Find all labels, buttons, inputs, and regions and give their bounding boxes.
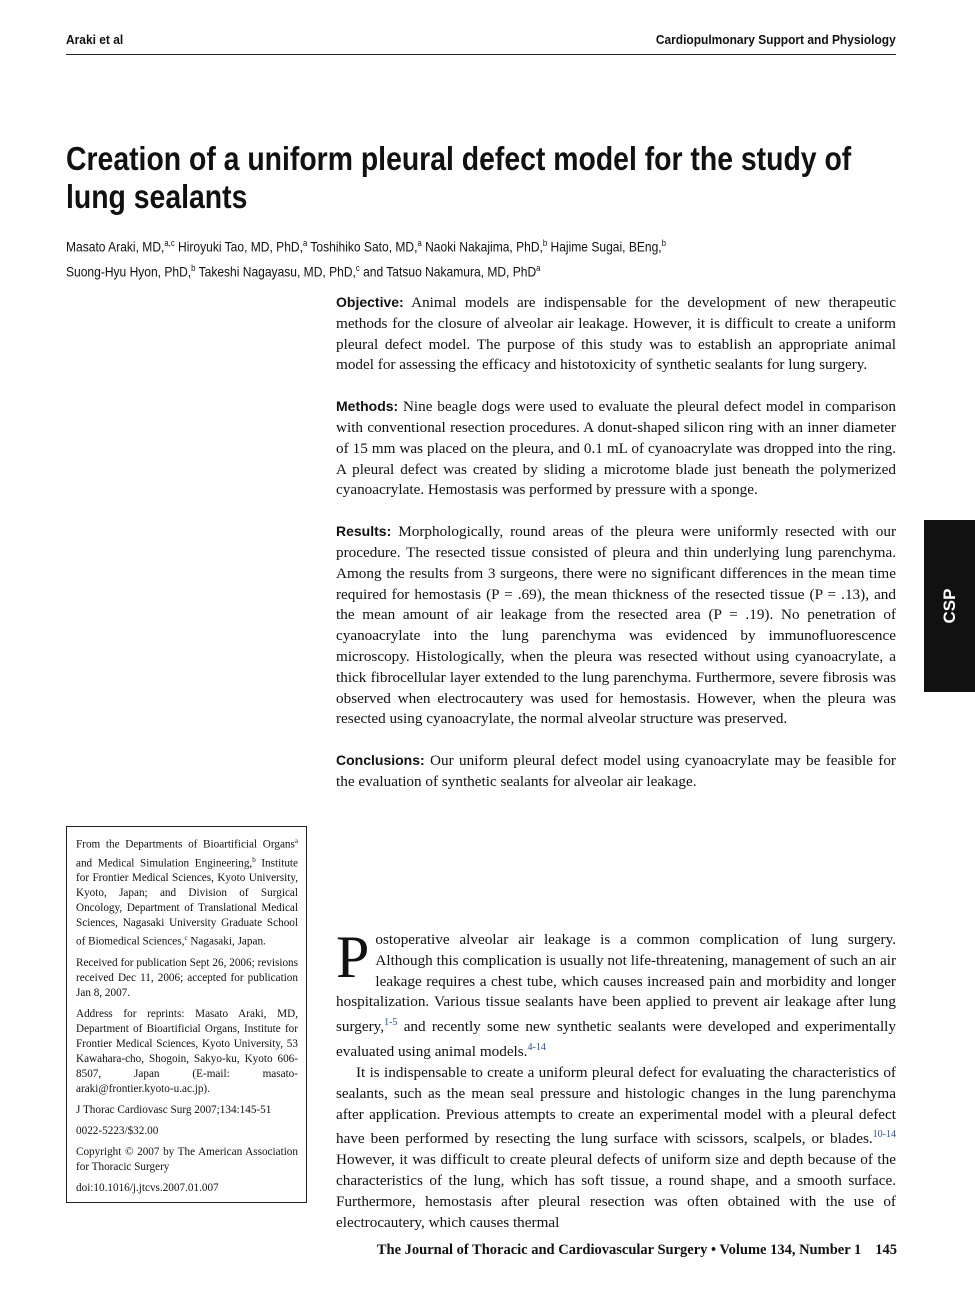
affiliation-mark: a	[294, 837, 298, 845]
citation-link[interactable]: 4-14	[527, 1042, 546, 1054]
author: Masato Araki, MD,	[66, 238, 165, 255]
body-text: However, it was difficult to create pleural defects of uniform size and depth because of the characteristics of the lung, which has soft tissue, a round shape, and a smooth surface. Furthermore, hemostasis after pleural resection was often obtained with the use of electrocautery, which causes thermal	[336, 1151, 896, 1231]
body-text: and recently some new synthetic sealants were developed and experimentally evaluated using animal models.	[336, 1018, 896, 1061]
header-section: Cardiopulmonary Support and Physiology	[656, 32, 896, 47]
abstract-methods	[336, 396, 896, 501]
affiliation-mark: a,c	[164, 238, 175, 248]
author-list	[66, 233, 892, 282]
article-body	[336, 924, 896, 1233]
affiliation-mark: c	[355, 262, 360, 273]
page-footer	[377, 1242, 897, 1259]
reprint-address: Address for reprints: Masato Araki, MD, Department of Bioartificial Organs, Institute for Frontier Medical Sciences, Kyoto University, 53 Kawahara-cho, Shogoin, Sakyo-ku, Kyoto 606-8507, Japan (E-mail: masato-araki@frontier.kyoto-u.ac.jp).	[76, 1008, 298, 1096]
section-label: Conclusions:	[336, 752, 425, 769]
body-paragraph	[336, 924, 896, 1063]
section-text: Animal models are indispensable for the development of new therapeutic methods for the closure of alveolar air leakage. However, it is difficult to create a uniform pleural defect model. The purpose of this study was to establish an appropriate animal model for assessing the efficacy and histotoxicity of synthetic sealants for lung surgery.	[336, 294, 896, 374]
section-text: Our uniform pleural defect model using cyanoacrylate may be feasible for the evaluation of synthetic sealants for alveolar air leakage.	[336, 752, 896, 790]
affiliation-text: From the Departments of Bioartificial Organs	[76, 838, 295, 851]
author: and Tatsuo Nakamura, MD, PhD	[359, 263, 537, 280]
affiliation-text: Institute for Frontier Medical Sciences, Kyoto University, Kyoto, Japan; and Division of Surgical Oncology, Department of Translational Medical Sciences, Nagasaki University Graduate School of Biomedical Sciences,	[76, 857, 298, 949]
doi: doi:10.1016/j.jtcvs.2007.01.007	[76, 1182, 219, 1195]
author: Toshihiko Sato, MD,	[307, 238, 418, 255]
drop-cap: P	[336, 924, 370, 990]
section-tab-label: CSP	[939, 588, 959, 624]
affiliation-mark: b	[252, 855, 256, 864]
abstract-results	[336, 521, 896, 730]
author: Hiroyuki Tao, MD, PhD,	[174, 238, 303, 255]
affiliation-mark: b	[191, 262, 196, 273]
section-text: Morphologically, round areas of the pleura were uniformly resected with our procedure. The resected tissue consisted of pleura and thin underlying lung parenchyma. Among the results from 3 surgeons, there were no significant differences in the mean time required for hemostasis (P = .69), the mean thickness of the resected tissue (P = .13), and the mean amount of air leakage from the resected area (P = .19). No penetration of cyanoacrylate into the lung parenchyma was evidenced by immunofluorescence microscopy. Histologically, when the pleura was resected without using cyanoacrylate, a thick fibrocellular layer extended to the lung parenchyma. Furthermore, severe fibrosis was observed when electrocautery was used for hemostasis. However, when the pleura was resected using cyanoacrylate, the normal alveolar structure was preserved.	[336, 523, 896, 728]
affiliation-mark: b	[661, 238, 666, 248]
received-dates: Received for publication Sept 26, 2006; revisions received Dec 11, 2006; accepted for publication Jan 8, 2007.	[76, 957, 298, 1000]
body-text: It is indispensable to create a uniform pleural defect for evaluating the characteristics of sealants, such as the mean seal pressure and histologic changes in the lung parenchyma after application. Previous attempts to create an experimental model with a pleural defect have been performed by resecting the lung surface with scissors, scalpels, or blades.	[336, 1063, 896, 1148]
section-text: Nine beagle dogs were used to evaluate the pleural defect model in comparison with conventional resection procedures. A donut-shaped silicon ring with an inner diameter of 15 mm was placed on the pleura, and 0.1 mL of cyanoacrylate was dropped into the ring. A pleural defect was created by sliding a microtome blade just beneath the polymerized cyanoacrylate. Hemostasis was performed by pressure with a sponge.	[336, 398, 896, 499]
affiliation-mark: c	[184, 934, 188, 943]
author: Naoki Nakajima, PhD,	[421, 238, 543, 255]
body-text: ostoperative alveolar air leakage is a common complication of lung surgery. Although this complication is usually not life-threatening, management of such an air leakage requires a chest tube, which causes increased pain and morbidity and longer hospitalization. Various tissue sealants have been applied to prevent air leakage after lung surgery,	[336, 931, 896, 1036]
affiliations	[76, 834, 298, 950]
affiliation-text: and Medical Simulation Engineering,	[76, 857, 253, 870]
running-header	[66, 30, 896, 55]
author: Takeshi Nagayasu, MD, PhD,	[195, 263, 356, 280]
section-label: Methods:	[336, 398, 399, 415]
affiliation-mark: a	[536, 262, 541, 273]
section-label: Results:	[336, 523, 392, 540]
affiliation-text: Nagasaki, Japan.	[187, 936, 266, 949]
affiliation-mark: a	[417, 238, 422, 248]
author: Suong-Hyu Hyon, PhD,	[66, 263, 192, 280]
article-info-box	[66, 826, 307, 1203]
section-label: Objective:	[336, 294, 404, 310]
affiliation-mark: a	[302, 238, 308, 248]
page-number: 145	[875, 1242, 897, 1258]
author: Hajime Sugai, BEng,	[547, 238, 662, 255]
footer-journal: The Journal of Thoracic and Cardiovascular Surgery • Volume 134, Number 1	[376, 1242, 862, 1258]
citation-link[interactable]: 1-5	[384, 1017, 398, 1029]
abstract	[336, 292, 896, 813]
citation-link[interactable]: 10-14	[872, 1129, 896, 1141]
affiliation-mark: b	[542, 238, 548, 248]
header-author: Araki et al	[66, 32, 124, 47]
section-thumb-tab	[924, 520, 975, 692]
abstract-objective	[336, 292, 896, 376]
journal-citation: J Thorac Cardiovasc Surg 2007;134:145-51	[76, 1104, 272, 1117]
copyright: Copyright © 2007 by The American Association for Thoracic Surgery	[76, 1146, 298, 1174]
issn: 0022-5223/$32.00	[76, 1125, 159, 1138]
abstract-conclusions	[336, 750, 896, 793]
body-paragraph	[336, 1063, 896, 1233]
article-title: Creation of a uniform pleural defect model for the study of lung sealants	[66, 140, 852, 215]
